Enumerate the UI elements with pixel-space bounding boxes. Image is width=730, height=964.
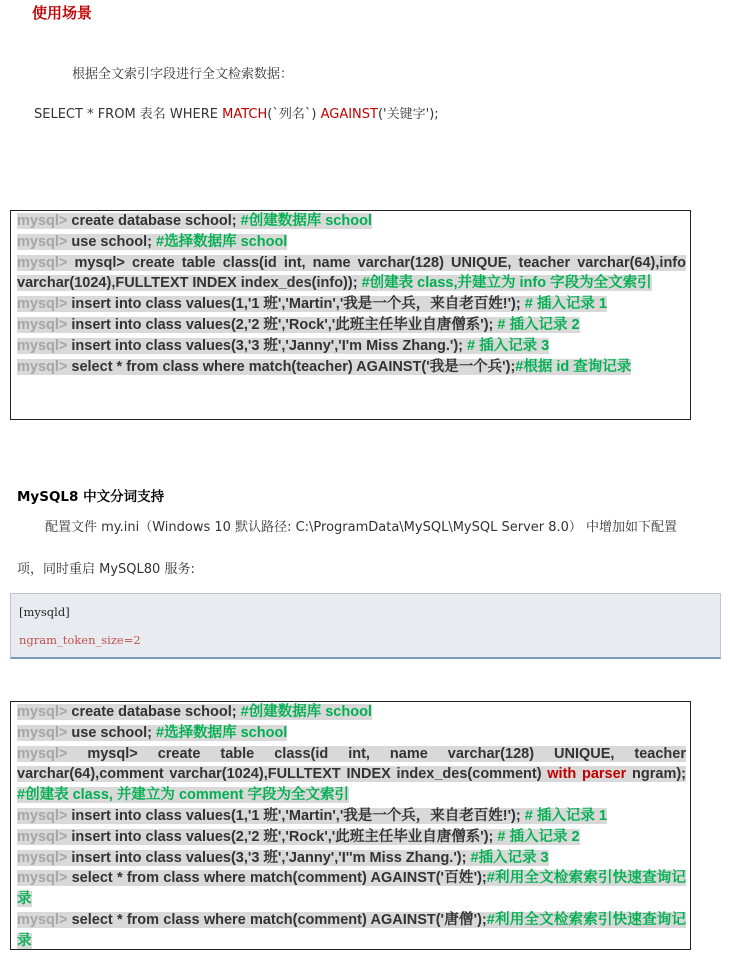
sql-keyword-match: MATCH — [222, 107, 268, 122]
command-text: mysql> create table class(id int, name varchar(128) UNIQUE, teacher varchar(64),comment varchar(1024),FULLTEXT INDEX index_des(comment) — [17, 745, 686, 783]
comment-text: #创建数据库 school — [240, 213, 372, 229]
terminal-line — [11, 827, 690, 848]
comment-text: # 插入记录 2 — [497, 316, 580, 333]
comment-text: #选择数据库 school — [156, 233, 288, 250]
comment-text: #创建表 class, 并建立为 comment 字段为全文索引 — [17, 787, 349, 804]
mysql-prompt: mysql> — [17, 233, 68, 250]
mysql-prompt: mysql> — [17, 807, 68, 824]
sql-part: SELECT * FROM 表名 WHERE — [34, 107, 223, 122]
mysql-prompt: mysql> — [17, 828, 68, 845]
terminal-line — [11, 702, 690, 723]
command-text: insert into class values(1,'1 班','Martin','我是一个兵，来自老百姓!'); — [67, 807, 525, 824]
terminal-line — [11, 806, 690, 827]
terminal-line — [11, 868, 690, 910]
mysql-prompt: mysql> — [17, 358, 68, 375]
terminal-line — [11, 357, 690, 378]
terminal-line — [11, 315, 690, 336]
mysql-prompt: mysql> — [17, 316, 68, 333]
config-description: 配置文件 my.ini（Windows 10 默认路径: C:\ProgramData\MySQL\MySQL Server 8.0） 中增加如下配置 — [45, 520, 678, 535]
comment-text: # 插入记录 2 — [497, 828, 580, 845]
comment-text: #创建数据库 school — [240, 704, 372, 720]
command-text: insert into class values(3,'3 班','Janny','I''m Miss Zhang.'); — [67, 849, 471, 866]
comment-text: #创建表 class,并建立为 info 字段为全文索引 — [361, 275, 652, 292]
terminal-line — [11, 294, 690, 315]
terminal-block-1 — [10, 210, 691, 420]
command-text: select * from class where match(teacher) AGAINST('我是一个兵'); — [67, 358, 516, 375]
sql-part: ('关键字'); — [377, 107, 439, 122]
comment-text: #利用全文检索索引快速查询记录 — [17, 911, 686, 949]
mysql-prompt: mysql> — [17, 745, 68, 762]
mysql-prompt: mysql> — [17, 213, 68, 229]
command-text: create database school; — [67, 213, 241, 229]
command-text: mysql> create table class(id int, name varchar(128) UNIQUE, teacher varchar(64),info varchar(1024),FULLTEXT INDEX index_des(info)); — [17, 254, 686, 292]
terminal-line — [11, 211, 690, 232]
command-text: ngram); — [626, 766, 686, 783]
terminal-line — [11, 723, 690, 744]
config-line-setting: ngram_token_size=2 — [19, 633, 141, 647]
config-code-box — [10, 593, 721, 659]
mysql-prompt: mysql> — [17, 296, 68, 313]
comment-text: #根据 id 查询记录 — [515, 358, 632, 375]
mysql-prompt: mysql> — [17, 704, 68, 720]
sql-syntax-line — [34, 103, 439, 122]
sql-part: (`列名`) — [267, 107, 321, 122]
comment-text: # 插入记录 1 — [524, 296, 607, 313]
config-description-continued: 项，同时重启 MySQL80 服务: — [17, 562, 195, 577]
terminal-block-2 — [10, 701, 691, 950]
terminal-line — [11, 253, 690, 295]
mysql-prompt: mysql> — [17, 254, 68, 271]
mysql-prompt: mysql> — [17, 724, 68, 741]
section-heading-usage: 使用场景 — [32, 4, 93, 22]
comment-text: #插入记录 3 — [470, 849, 549, 866]
command-text: use school; — [67, 233, 157, 250]
command-text: select * from class where match(comment) AGAINST('百姓'); — [67, 870, 487, 887]
terminal-line — [11, 910, 690, 952]
config-line-section: [mysqld] — [19, 605, 70, 619]
terminal-line — [11, 232, 690, 253]
terminal-line — [11, 744, 690, 806]
keyword-with-parser: with parser — [547, 766, 627, 783]
mysql-prompt: mysql> — [17, 911, 68, 928]
comment-text: #选择数据库 school — [156, 724, 288, 741]
sql-keyword-against: AGAINST — [320, 107, 378, 122]
terminal-line — [11, 848, 690, 869]
command-text: use school; — [67, 724, 157, 741]
terminal-line — [11, 336, 690, 357]
mysql-prompt: mysql> — [17, 849, 68, 866]
comment-text: # 插入记录 1 — [524, 807, 607, 824]
command-text: create database school; — [67, 704, 241, 720]
usage-description: 根据全文索引字段进行全文检索数据： — [72, 67, 294, 82]
command-text: select * from class where match(comment) AGAINST('唐僧'); — [67, 911, 487, 928]
mysql-prompt: mysql> — [17, 337, 68, 354]
section-heading-mysql8: MySQL8 中文分词支持 — [17, 489, 165, 505]
comment-text: # 插入记录 3 — [467, 337, 550, 354]
comment-text: #利用全文检索索引快速查询记录 — [17, 870, 686, 908]
command-text: insert into class values(2,'2 班','Rock','此班主任毕业自唐僧系'); — [67, 316, 498, 333]
command-text: insert into class values(1,'1 班','Martin','我是一个兵，来自老百姓!'); — [67, 296, 525, 313]
mysql-prompt: mysql> — [17, 870, 68, 887]
command-text: insert into class values(3,'3 班','Janny','I'm Miss Zhang.'); — [67, 337, 468, 354]
command-text: insert into class values(2,'2 班','Rock','此班主任毕业自唐僧系'); — [67, 828, 498, 845]
